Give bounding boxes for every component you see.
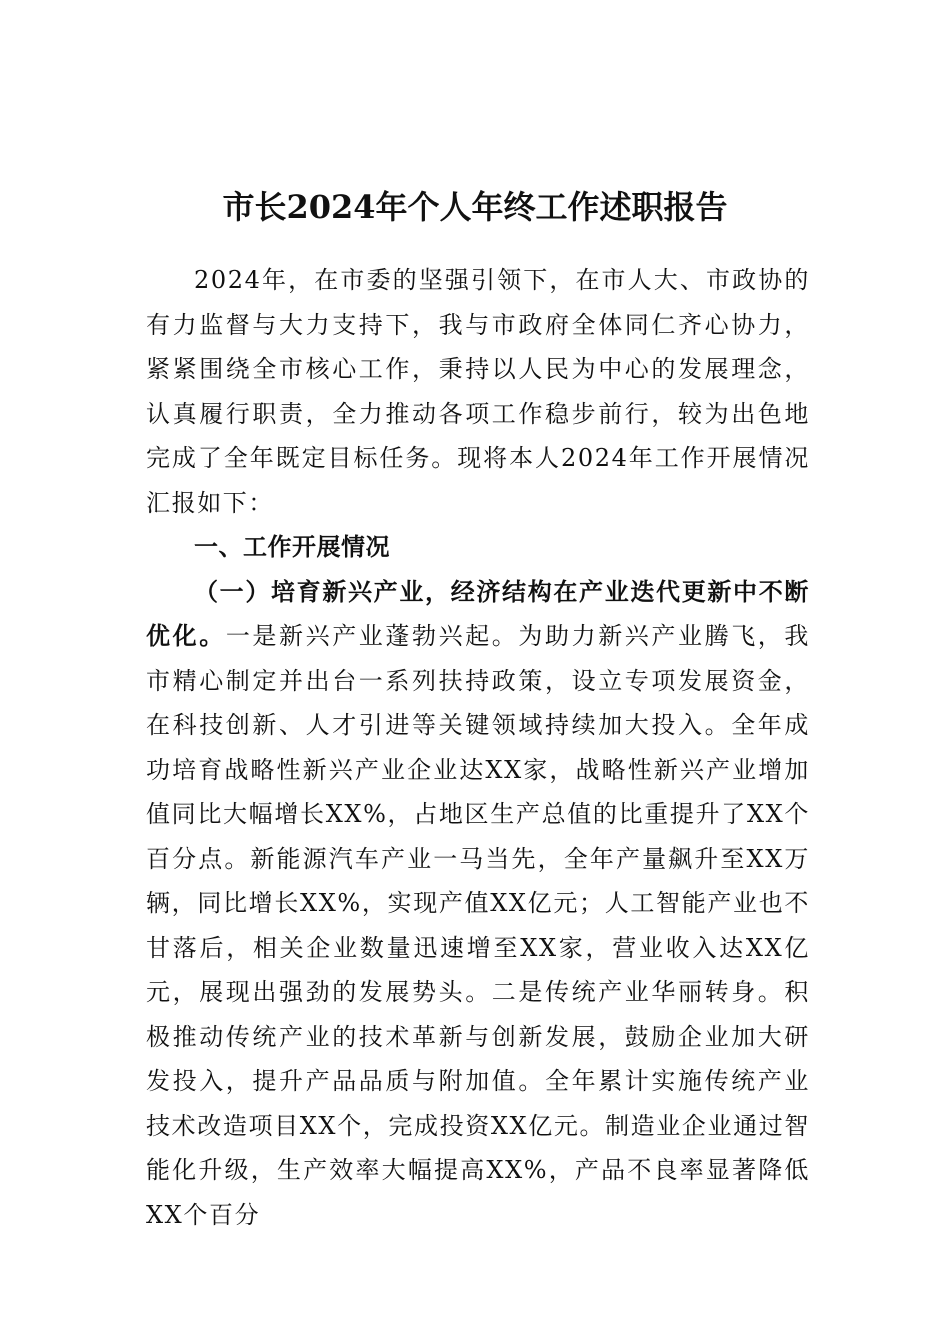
subsection-paragraph (146, 570, 810, 1238)
subsection-heading: （一）培育新兴产业，经济结构在产业迭代更新中不断优化。 (146, 576, 810, 650)
section-heading: 一、工作开展情况 (194, 533, 390, 561)
intro-paragraph: 2024年，在市委的坚强引领下，在市人大、市政协的有力监督与大力支持下，我与市政府全体同仁齐心协力，紧紧围绕全市核心工作，秉持以人民为中心的发展理念，认真履行职责，全力推动各项工作稳步前行，较为出色地完成了全年既定目标任务。现将本人2024年工作开展情况汇报如下： (146, 266, 810, 517)
page-title: 市长2024年个人年终工作述职报告 (222, 188, 728, 227)
subsection-body: 一是新兴产业蓬勃兴起。为助力新兴产业腾飞，我市精心制定并出台一系列扶持政策，设立专项发展资金，在科技创新、人才引进等关键领域持续加大投入。全年成功培育战略性新兴产业企业达XX家，战略性新兴产业增加值同比大幅增长XX%，占地区生产总值的比重提升了XX个百分点。新能源汽车产业一马当先，全年产量飙升至XX万辆，同比增长XX%，实现产值XX亿元；人工智能产业也不甘落后，相关企业数量迅速增至XX家，营业收入达XX亿元，展现出强劲的发展势头。二是传统产业华丽转身。积极推动传统产业的技术革新与创新发展，鼓励企业加大研发投入，提升产品品质与附加值。全年累计实施传统产业技术改造项目XX个，完成投资XX亿元。制造业企业通过智能化升级，生产效率大幅提高XX%，产品不良率显著降低XX个百分 (146, 622, 810, 1229)
document-body (146, 258, 810, 1237)
